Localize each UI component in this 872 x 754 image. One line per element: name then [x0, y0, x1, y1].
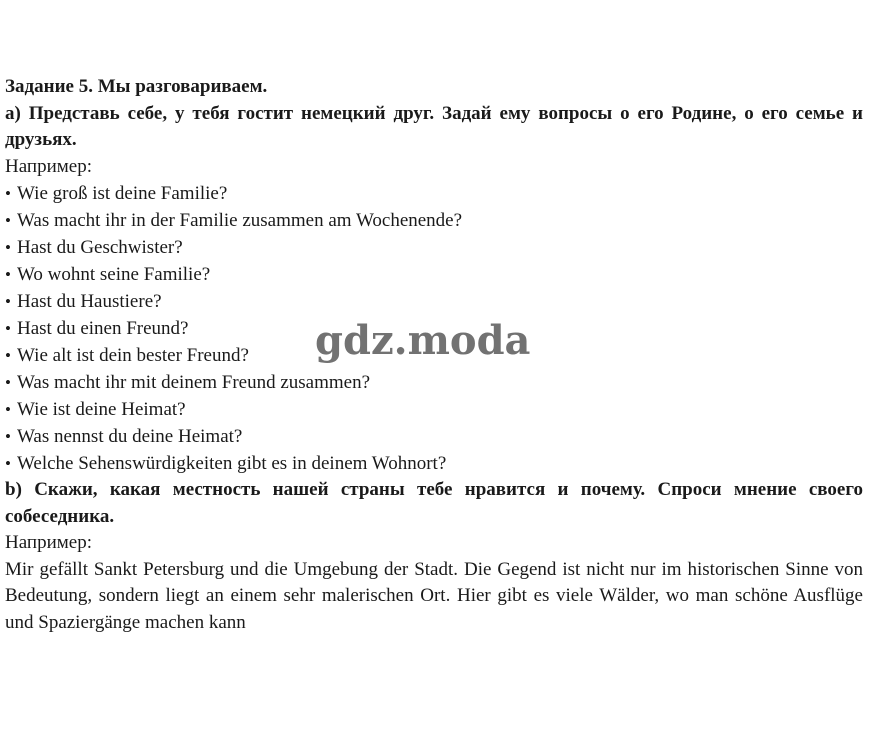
- question-text: Wie groß ist deine Familie?: [17, 183, 228, 204]
- bullet-icon: •: [5, 454, 11, 473]
- part-a-instruction: а) Представь себе, у тебя гостит немецкий друг. Задай ему вопросы о его Родине, о его семье и друзьях.: [5, 102, 863, 150]
- watermark-logo: gdz.moda: [315, 317, 531, 364]
- task-title: Задание 5. Мы разговариваем.: [5, 76, 268, 97]
- bullet-icon: •: [5, 373, 11, 392]
- bullet-icon: •: [5, 427, 11, 446]
- example-label-a: Например:: [5, 155, 92, 177]
- bullet-icon: •: [5, 292, 11, 311]
- list-item: [5, 207, 863, 234]
- bullet-icon: •: [5, 265, 11, 284]
- bullet-icon: •: [5, 184, 11, 203]
- list-item: [5, 234, 863, 261]
- example-label-b: Например:: [5, 532, 92, 553]
- question-text: Wie alt ist dein bester Freund?: [17, 345, 249, 366]
- question-text: Wo wohnt seine Familie?: [17, 264, 211, 285]
- question-text: Was nennst du deine Heimat?: [17, 426, 243, 447]
- bullet-icon: •: [5, 346, 11, 365]
- question-text: Was macht ihr in der Familie zusammen am Wochenende?: [17, 210, 463, 231]
- question-text: Hast du Haustiere?: [17, 291, 162, 312]
- list-item: [5, 369, 863, 396]
- question-text: Wie ist deine Heimat?: [17, 399, 186, 420]
- list-item: [5, 288, 863, 315]
- list-item: [5, 423, 863, 450]
- list-item: [5, 450, 863, 477]
- question-text: Hast du einen Freund?: [17, 318, 189, 339]
- question-text: Was macht ihr mit deinem Freund zusammen?: [17, 372, 371, 393]
- list-item: [5, 396, 863, 423]
- part-b-instruction: b) Скажи, какая местность нашей страны тебе нравится и почему. Спроси мнение своего собеседника.: [5, 479, 863, 527]
- bullet-icon: •: [5, 211, 11, 230]
- answer-paragraph: Mir gefällt Sankt Petersburg und die Umgebung der Stadt. Die Gegend ist nicht nur im historischen Sinne von Bedeutung, sondern liegt an einem sehr malerischen Ort. Hier gibt es viele Wälder, wo man schöne Ausflüge und Spaziergänge machen kann: [5, 558, 863, 633]
- bullet-icon: •: [5, 238, 11, 257]
- bullet-icon: •: [5, 319, 11, 338]
- list-item: [5, 180, 863, 207]
- list-item: [5, 261, 863, 288]
- question-text: Welche Sehenswürdigkeiten gibt es in deinem Wohnort?: [17, 453, 447, 474]
- question-text: Hast du Geschwister?: [17, 237, 183, 258]
- bullet-icon: •: [5, 400, 11, 419]
